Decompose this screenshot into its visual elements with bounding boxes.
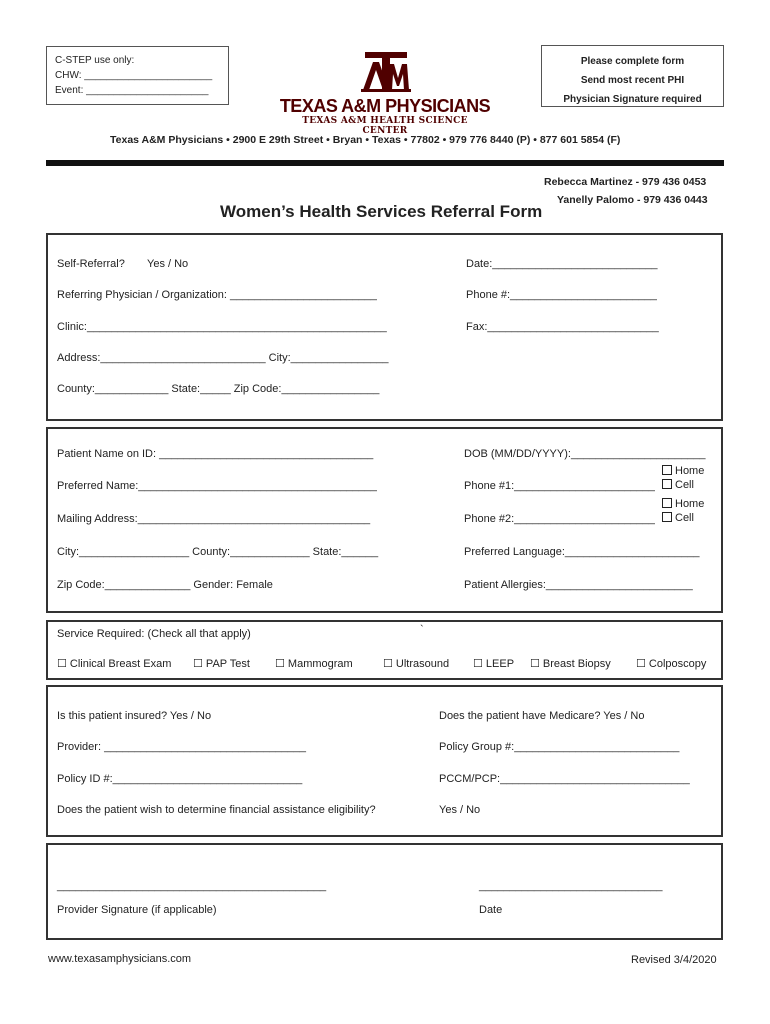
allergies-field[interactable]: Patient Allergies:________________________ <box>464 579 693 591</box>
cstep-label: C-STEP use only: <box>55 55 135 66</box>
policy-id-field[interactable]: Policy ID #:_______________________________ <box>57 773 303 785</box>
mailing-address-field[interactable]: Mailing Address:______________________________________ <box>57 513 371 525</box>
provider-signature-label: Provider Signature (if applicable) <box>57 904 217 916</box>
phone1-home-checkbox[interactable] <box>662 465 704 477</box>
referral-phone-field[interactable]: Phone #:________________________ <box>466 289 657 301</box>
clinic-field[interactable]: Clinic:_________________________________________________ <box>57 321 387 333</box>
provider-signature-line[interactable]: ____________________________________________ <box>57 880 327 892</box>
checkbox-icon <box>662 498 672 508</box>
service-breast-biopsy[interactable]: ☐ Breast Biopsy <box>530 658 611 670</box>
phone1-cell-checkbox[interactable] <box>662 479 694 491</box>
services-heading: Service Required: (Check all that apply) <box>57 628 251 640</box>
financial-assistance-question: Does the patient wish to determine financial assistance eligibility? <box>57 804 376 816</box>
contact-1: Rebecca Martinez - 979 436 0453 <box>544 176 707 188</box>
zip-gender-field[interactable]: Zip Code:______________ Gender: Female <box>57 579 273 591</box>
header-divider <box>46 160 724 166</box>
phone2-cell-checkbox[interactable] <box>662 512 694 524</box>
notice-box <box>541 45 724 107</box>
brand-name: TEXAS A&M PHYSICIANS <box>279 96 491 116</box>
cstep-chw-field[interactable]: CHW: _______________________ <box>55 70 213 81</box>
policy-group-field[interactable]: Policy Group #:___________________________ <box>439 741 680 753</box>
notice-line-1: Please complete form <box>580 56 685 67</box>
cstep-box <box>46 46 229 105</box>
checkbox-icon <box>662 512 672 522</box>
phone2-home-checkbox[interactable] <box>662 498 704 510</box>
service-pap-test[interactable]: ☐ PAP Test <box>193 658 250 670</box>
insurance-provider-field[interactable]: Provider: _________________________________ <box>57 741 306 753</box>
checkbox-icon <box>662 465 672 475</box>
form-title: Women’s Health Services Referral Form <box>220 202 543 221</box>
notice-line-2: Send most recent PHI <box>580 75 685 86</box>
preferred-name-field[interactable]: Preferred Name:_______________________________________ <box>57 480 377 492</box>
cstep-event-field[interactable]: Event: ______________________ <box>55 85 209 96</box>
patient-city-field[interactable]: City:__________________ County:_____________ State:______ <box>57 546 379 558</box>
address-line: Texas A&M Physicians • 2900 E 29th Street • Bryan • Texas • 77802 • 979 776 8440 (P) • 877 601 5854 (F) <box>110 134 621 146</box>
brand-subtitle: TEXAS A&M HEALTH SCIENCE CENTER <box>302 116 468 136</box>
dob-field[interactable]: DOB (MM/DD/YYYY):______________________ <box>464 448 706 460</box>
referral-fax-field[interactable]: Fax:____________________________ <box>466 321 659 333</box>
services-tick-mark: ` <box>420 624 424 636</box>
insured-question[interactable]: Is this patient insured? Yes / No <box>57 710 212 722</box>
referral-date-field[interactable]: Date:___________________________ <box>466 258 658 270</box>
checkbox-icon <box>662 479 672 489</box>
home-label: Home <box>675 465 705 477</box>
phone1-field[interactable]: Phone #1:_______________________ <box>464 480 655 492</box>
service-leep[interactable]: ☐ LEEP <box>473 658 515 670</box>
service-colposcopy[interactable]: ☐ Colposcopy <box>636 658 707 670</box>
service-ultrasound[interactable]: ☐ Ultrasound <box>383 658 450 670</box>
medicare-question[interactable]: Does the patient have Medicare? Yes / No <box>439 710 645 722</box>
signature-date-label: Date <box>479 904 503 916</box>
cell-label: Cell <box>675 512 694 524</box>
signature-date-line[interactable]: ______________________________ <box>479 880 663 892</box>
revised-date: Revised 3/4/2020 <box>631 954 717 966</box>
referral-address-field[interactable]: Address:___________________________ City:________________ <box>57 352 389 364</box>
pccm-pcp-field[interactable]: PCCM/PCP:_______________________________ <box>439 773 690 785</box>
preferred-language-field[interactable]: Preferred Language:______________________ <box>464 546 700 558</box>
referral-county-field[interactable]: County:____________ State:_____ Zip Code:________________ <box>57 383 380 395</box>
phone2-field[interactable]: Phone #2:_______________________ <box>464 513 655 525</box>
atm-logo-icon <box>361 50 411 94</box>
financial-assistance-options[interactable]: Yes / No <box>439 804 481 816</box>
cell-label: Cell <box>675 479 694 491</box>
contact-2: Yanelly Palomo - 979 436 0443 <box>557 194 708 206</box>
notice-line-3: Physician Signature required <box>563 94 702 105</box>
referring-physician-field[interactable]: Referring Physician / Organization: ________________________ <box>57 289 377 301</box>
patient-name-field[interactable]: Patient Name on ID: ___________________________________ <box>57 448 374 460</box>
website-link[interactable]: www.texasamphysicians.com <box>48 953 192 965</box>
service-mammogram[interactable]: ☐ Mammogram <box>275 658 353 670</box>
self-referral-label: Self-Referral? <box>57 258 125 270</box>
service-clinical-breast-exam[interactable]: ☐ Clinical Breast Exam <box>57 658 172 670</box>
home-label: Home <box>675 498 705 510</box>
self-referral-options[interactable]: Yes / No <box>147 258 189 270</box>
